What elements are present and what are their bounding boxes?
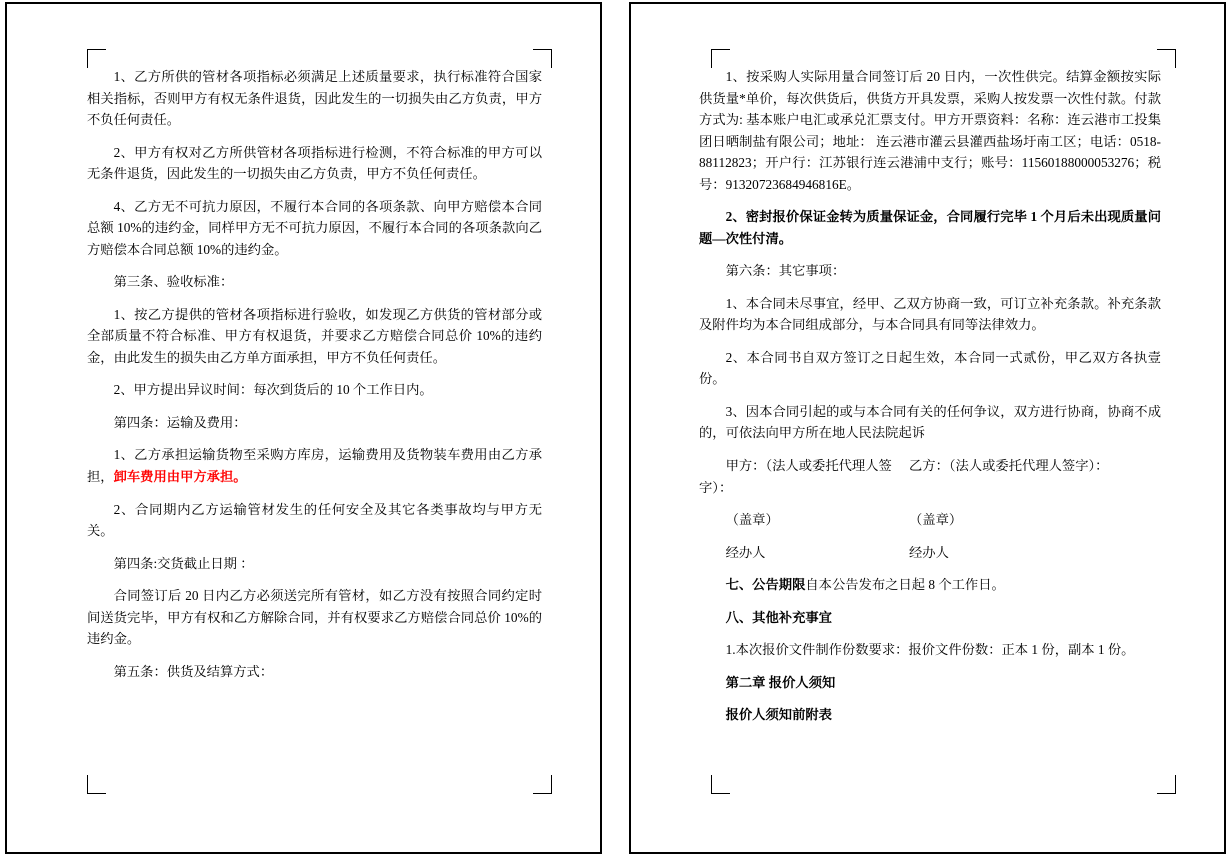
- paragraph: 3、因本合同引起的或与本合同有关的任何争议，双方进行协商，协商不成的，可依法向甲方所在地人民法院起诉: [699, 403, 1161, 441]
- paragraph: 1、乙方所供的管材各项指标必须满足上述质量要求，执行标准符合国家相关指标，否则甲方有权无条件退货，因此发生的一切损失由乙方负责，甲方不负任何责任。: [87, 69, 542, 128]
- handler-party-a: 经办人: [725, 544, 766, 560]
- page-1-content: [87, 66, 542, 766]
- crop-mark-bottom-left: [711, 775, 730, 794]
- signature-party-a: 甲方：（法人或委托代理人签字）：: [699, 457, 892, 495]
- paragraph-text: 1、乙方承担运输货物至采购方库房，运输费用及货物装车费用由乙方承担，: [87, 447, 542, 484]
- crop-mark-bottom-right: [1157, 775, 1176, 794]
- section-heading-bold: 八、其他补充事宜: [725, 609, 832, 625]
- crop-mark-bottom-right: [533, 775, 552, 794]
- signature-row: [699, 542, 1161, 564]
- paragraph: 2、甲方提出异议时间：每次到货后的 10 个工作日内。: [113, 382, 433, 398]
- section-heading: 第五条：供货及结算方式：: [113, 663, 274, 679]
- seal-party-a: （盖章）: [725, 512, 779, 528]
- paragraph: 1、按采购人实际用量合同签订后 20 日内，一次性供完。结算金额按实际供货量*单价，每次供货后，供货方开具发票，采购人按发票一次性付款。付款方式为: 基本账户电汇或承兑汇票支付。甲方开票资料：名称：连云港市工投集团日晒制盐有限公司；地址： 连云港市灌云县灌西盐场圩南工区；电话：0518-88112823；开户行：江苏银行连云港浦中支行；账号：11560188000053276；税号：91320723684946816E。: [699, 69, 1161, 192]
- section-heading: 第四条：运输及费用：: [113, 414, 247, 430]
- chapter-heading: 第二章 报价人须知: [725, 674, 836, 690]
- notice-period-label: 七、公告期限: [725, 577, 806, 593]
- signature-party-b: 乙方：（法人或委托代理人签字）：: [909, 457, 1109, 473]
- handler-party-b: 经办人: [909, 544, 949, 560]
- notice-period-text: 自本公告发布之日起 8 个工作日。: [805, 577, 1005, 593]
- paragraph: 合同签订后 20 日内乙方必须送完所有管材，如乙方没有按照合同约定时间送货完毕，甲方有权和乙方解除合同，并有权要求乙方赔偿合同总价 10%的违约金。: [87, 588, 542, 647]
- page-2-content: [699, 66, 1161, 766]
- notice-period-paragraph: [699, 574, 1161, 596]
- signature-row: [699, 509, 1161, 531]
- seal-party-b: （盖章）: [909, 512, 963, 528]
- section-heading: 第六条：其它事项：: [725, 263, 846, 279]
- paragraph-with-highlight: [87, 444, 542, 487]
- highlighted-text: 卸车费用由甲方承担。: [113, 468, 247, 484]
- paragraph: 2、合同期内乙方运输管材发生的任何安全及其它各类事故均与甲方无关。: [87, 501, 542, 539]
- document-page-2: [629, 2, 1226, 854]
- paragraph: 2、本合同书自双方签订之日起生效，本合同一式贰份，甲乙双方各执壹份。: [699, 349, 1161, 387]
- paragraph: 2、甲方有权对乙方所供管材各项指标进行检测，不符合标准的甲方可以无条件退货，因此发生的一切损失由乙方负责，甲方不负任何责任。: [87, 144, 542, 182]
- paragraph: 1、按乙方提供的管材各项指标进行验收，如发现乙方供货的管材部分或全部质量不符合标准、甲方有权退货，并要求乙方赔偿合同总价 10%的违约金，由此发生的损失由乙方单方面承担，甲方不负任何责任。: [87, 306, 542, 365]
- crop-mark-bottom-left: [87, 775, 106, 794]
- signature-row: [699, 455, 1161, 498]
- paragraph: 1、本合同未尽事宜，经甲、乙双方协商一致，可订立补充条款。补充条款及附件均为本合同组成部分，与本合同具有同等法律效力。: [699, 295, 1161, 333]
- paragraph-bold: 2、密封报价保证金转为质量保证金，合同履行完毕 1 个月后未出现质量问题—次性付清。: [699, 209, 1161, 246]
- subsection-heading: 报价人须知前附表: [725, 707, 832, 723]
- document-page-1: [5, 2, 602, 854]
- paragraph: 1.本次报价文件制作份数要求：报价文件份数：正本 1 份，副本 1 份。: [725, 642, 1135, 658]
- section-heading: 第三条、验收标准：: [113, 274, 234, 290]
- section-heading: 第四条:交货截止日期 ：: [113, 555, 254, 571]
- paragraph: 4、乙方无不可抗力原因，不履行本合同的各项条款、向甲方赔偿本合同总额 10%的违约金，同样甲方无不可抗力原因，不履行本合同的各项条款向乙方赔偿本合同总额 10%的违约金。: [87, 198, 542, 257]
